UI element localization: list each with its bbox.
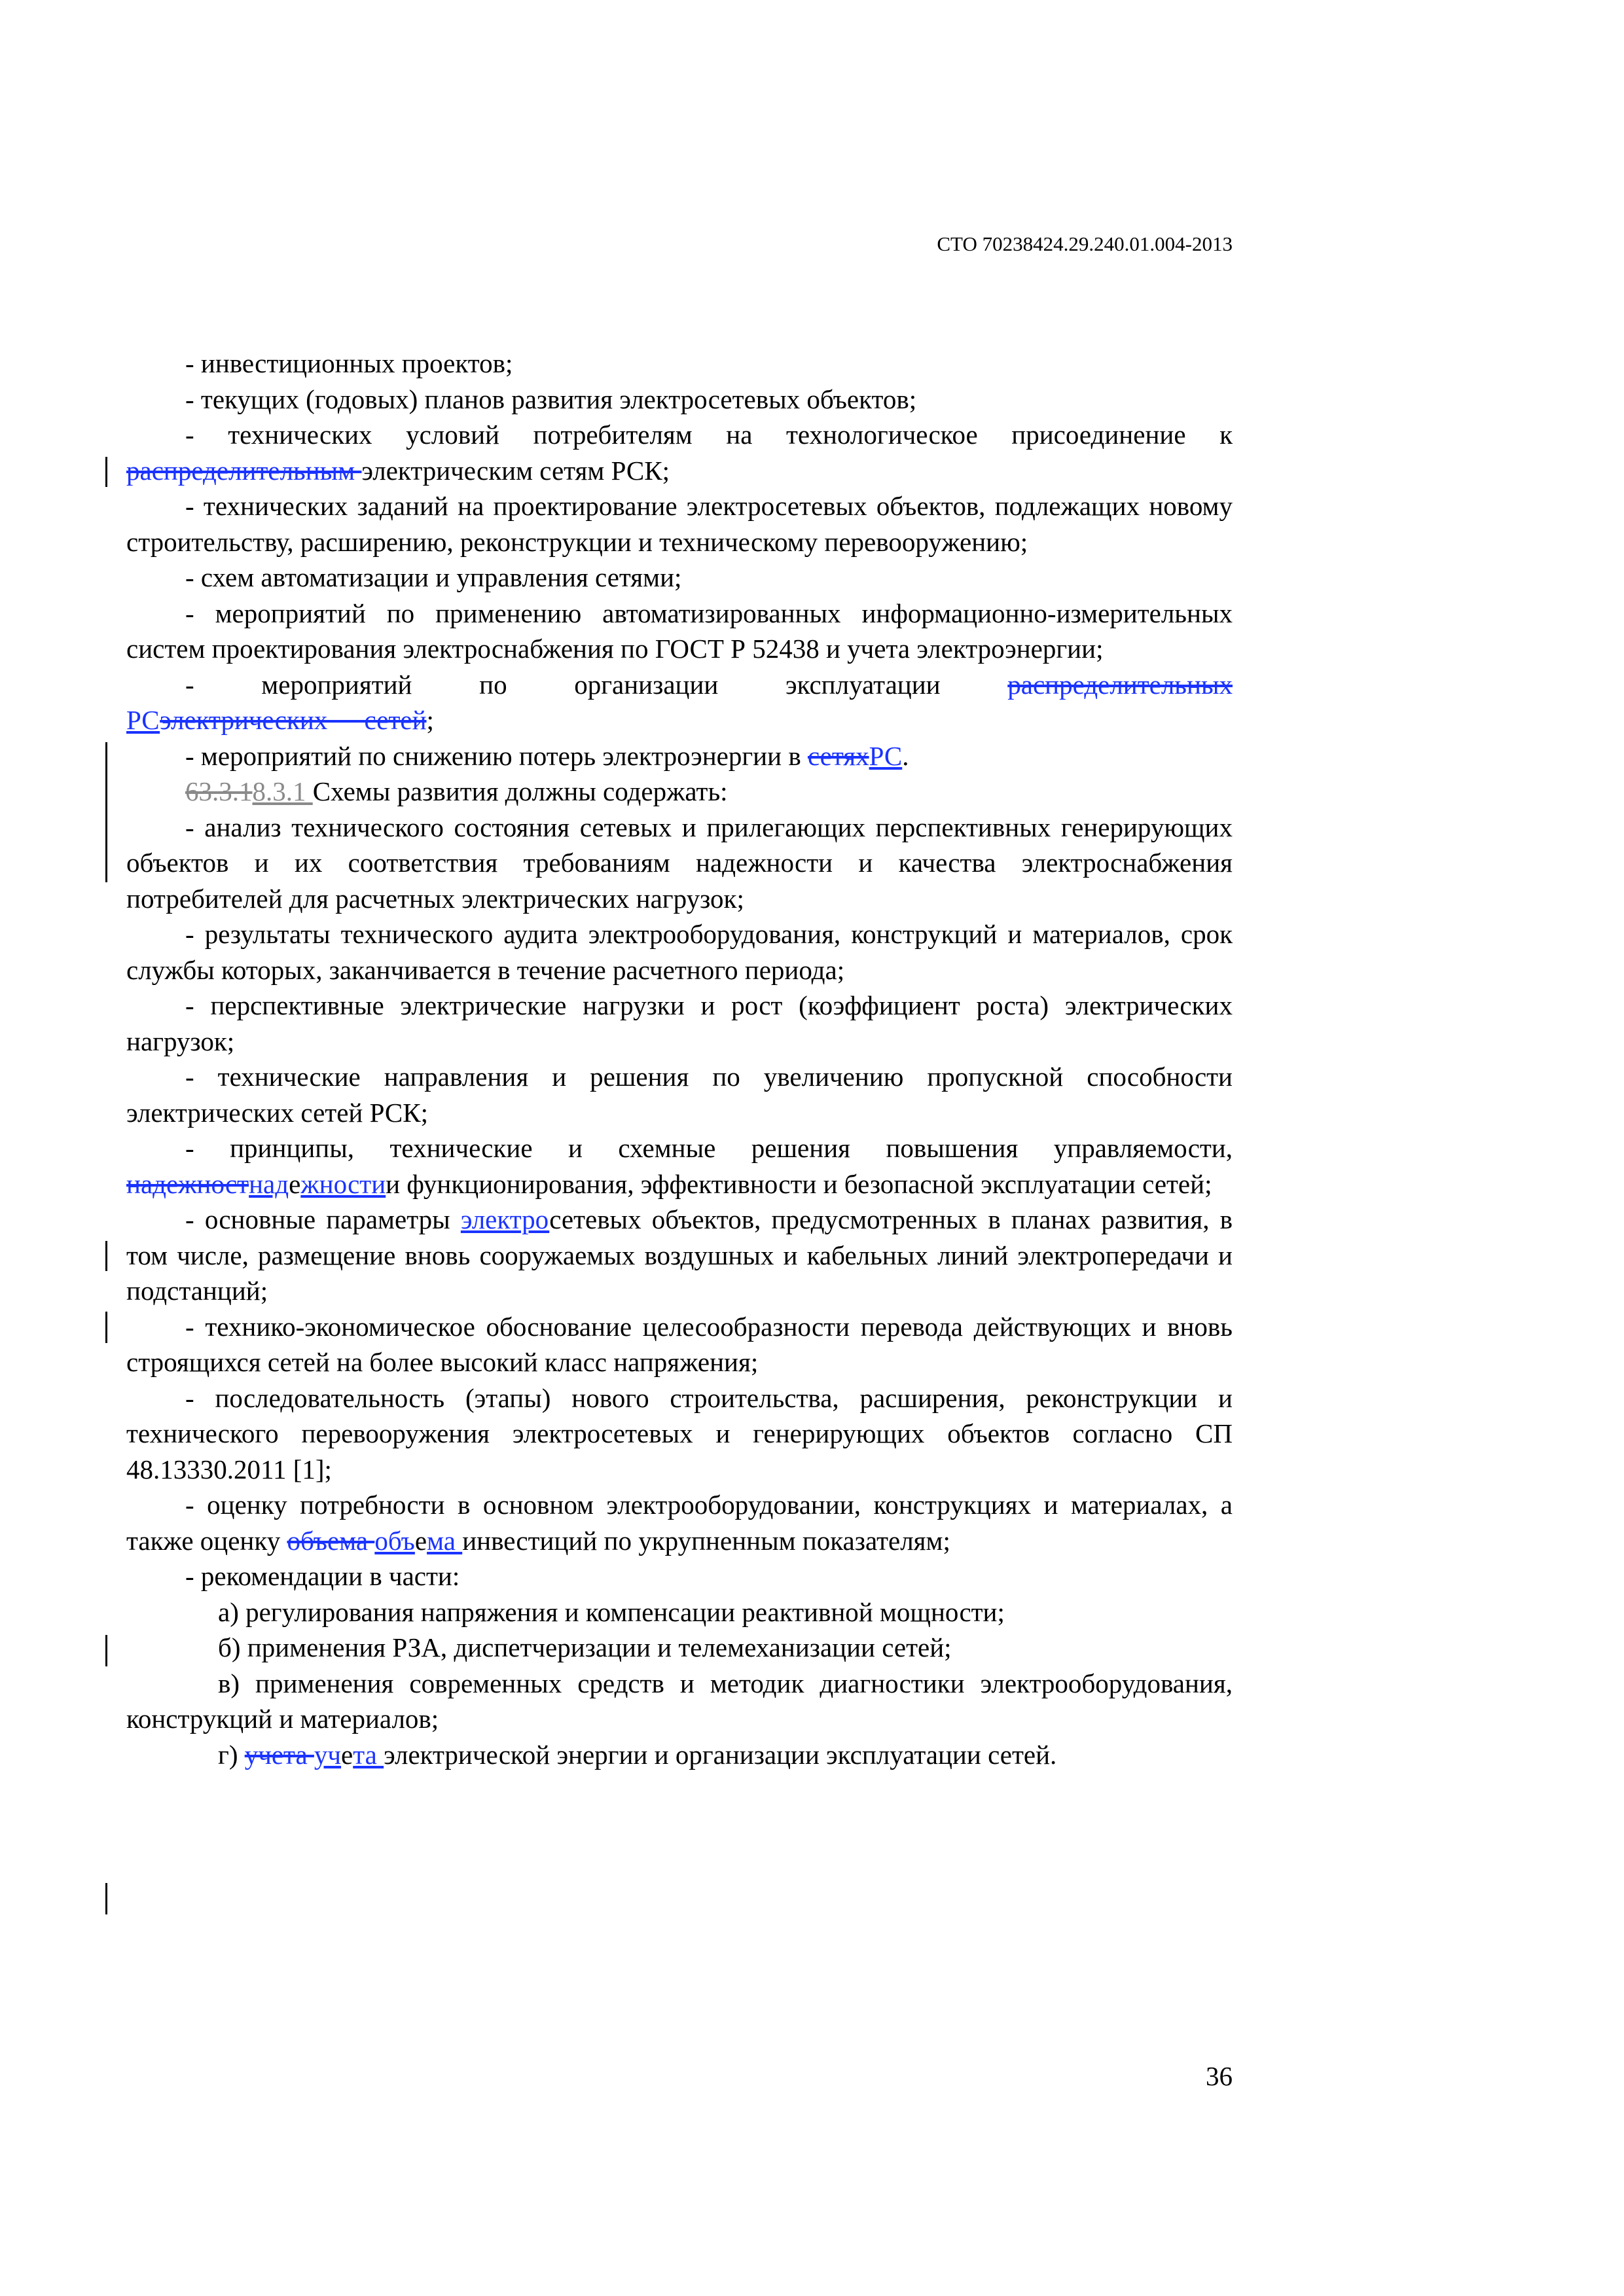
- section-number: 8.3.1: [252, 776, 313, 806]
- list-item: - результаты технического аудита электрооборудования, конструкций и материалов, срок службы которых, заканчивается в течение расчетного периода;: [126, 919, 1233, 985]
- inserted-text: уч: [314, 1739, 342, 1770]
- inserted-text: электро: [460, 1204, 550, 1234]
- inserted-text: та: [353, 1739, 384, 1770]
- list-item: - мероприятий по снижению потерь электроэнергии в сетяхРС.: [185, 740, 909, 771]
- list-item: - оценку потребности в основном электрооборудовании, конструкциях и материалах, а также оценку объема объема инвестиций по укрупненным показателям;: [126, 1490, 1233, 1556]
- deleted-text: сетях: [807, 740, 869, 771]
- inserted-text: РС: [869, 740, 903, 771]
- list-item: - технические направления и решения по увеличению пропускной способности электрических сетей РСК;: [126, 1062, 1233, 1128]
- deleted-text: надежност: [126, 1168, 249, 1199]
- list-item: - мероприятий по применению автоматизированных информационно-измерительных систем проектирования электроснабжения по ГОСТ Р 52438 и учета электроэнергии;: [126, 598, 1233, 664]
- list-item: - мероприятий по организации эксплуатации распределительных РСэлектрических сетей;: [126, 669, 1233, 735]
- list-item: - принципы, технические и схемные решения повышения управляемости, надежностнадежностии функционирования, эффективности и безопасной эксплуатации сетей;: [126, 1133, 1233, 1199]
- list-item: - инвестиционных проектов;: [185, 348, 513, 378]
- deleted-text: распределительных: [1007, 669, 1233, 700]
- list-item: - перспективные электрические нагрузки и рост (коэффициент роста) электрических нагрузок;: [126, 990, 1233, 1056]
- inserted-text: жности: [300, 1168, 386, 1199]
- deleted-text: объема: [287, 1525, 375, 1556]
- inserted-text: ма: [427, 1525, 463, 1556]
- sub-list-item: б) применения РЗА, диспетчеризации и телемеханизации сетей;: [218, 1632, 952, 1662]
- deleted-text: учета: [244, 1739, 314, 1770]
- list-item: - текущих (годовых) планов развития электросетевых объектов;: [185, 384, 917, 414]
- sub-list-item: г) учета учета электрической энергии и организации эксплуатации сетей.: [218, 1739, 1057, 1770]
- section-heading: 63.3.18.3.1 Схемы развития должны содержать:: [185, 776, 728, 806]
- change-bar: [105, 1883, 107, 1914]
- change-bar: [105, 1312, 107, 1343]
- document-code: СТО 70238424.29.240.01.004-2013: [937, 232, 1233, 255]
- list-item: - схем автоматизации и управления сетями;: [185, 562, 682, 592]
- inserted-text: объ: [374, 1525, 415, 1556]
- change-bar: [105, 1241, 107, 1271]
- list-item: - анализ технического состояния сетевых и прилегающих перспективных генерирующих объектов и их соответствия требованиям надежности и качества электроснабжения потребителей для расчетных электрических нагрузок;: [126, 812, 1233, 914]
- sub-list-item: а) регулирования напряжения и компенсации реактивной мощности;: [218, 1596, 1005, 1627]
- sub-list-item: в) применения современных средств и методик диагностики электрооборудования, конструкций и материалов;: [126, 1668, 1233, 1734]
- list-item-continuation: распределительным электрическим сетям РСК;: [126, 455, 670, 486]
- inserted-text: над: [249, 1168, 289, 1199]
- list-item: - технико-экономическое обоснование целесообразности перевода действующих и вновь строящихся сетей на более высокий класс напряжения;: [126, 1311, 1233, 1377]
- list-item: - рекомендации в части:: [185, 1561, 460, 1591]
- change-bar: [105, 742, 107, 882]
- document-body: [126, 346, 1233, 1772]
- change-bar: [105, 457, 107, 487]
- list-item: - последовательность (этапы) нового строительства, расширения, реконструкции и технического перевооружения электросетевых и генерирующих объектов согласно СП 48.13330.2011 [1];: [126, 1382, 1233, 1484]
- deleted-text: распределительным: [126, 455, 362, 486]
- list-item: - технических условий потребителям на технологическое присоединение к: [185, 420, 1233, 450]
- deleted-number: 63.3.1: [185, 776, 253, 806]
- change-bar: [105, 1635, 107, 1666]
- page-number: 36: [1206, 2061, 1233, 2091]
- inserted-text: РС: [126, 705, 160, 735]
- deleted-text: электрических сетей: [160, 705, 427, 735]
- list-item: - основные параметры электросетевых объектов, предусмотренных в планах развития, в том числе, размещение вновь сооружаемых воздушных и кабельных линий электропередачи и подстанций;: [126, 1204, 1233, 1306]
- list-item: - технических заданий на проектирование электросетевых объектов, подлежащих новому строительству, расширению, реконструкции и техническому перевооружению;: [126, 491, 1233, 557]
